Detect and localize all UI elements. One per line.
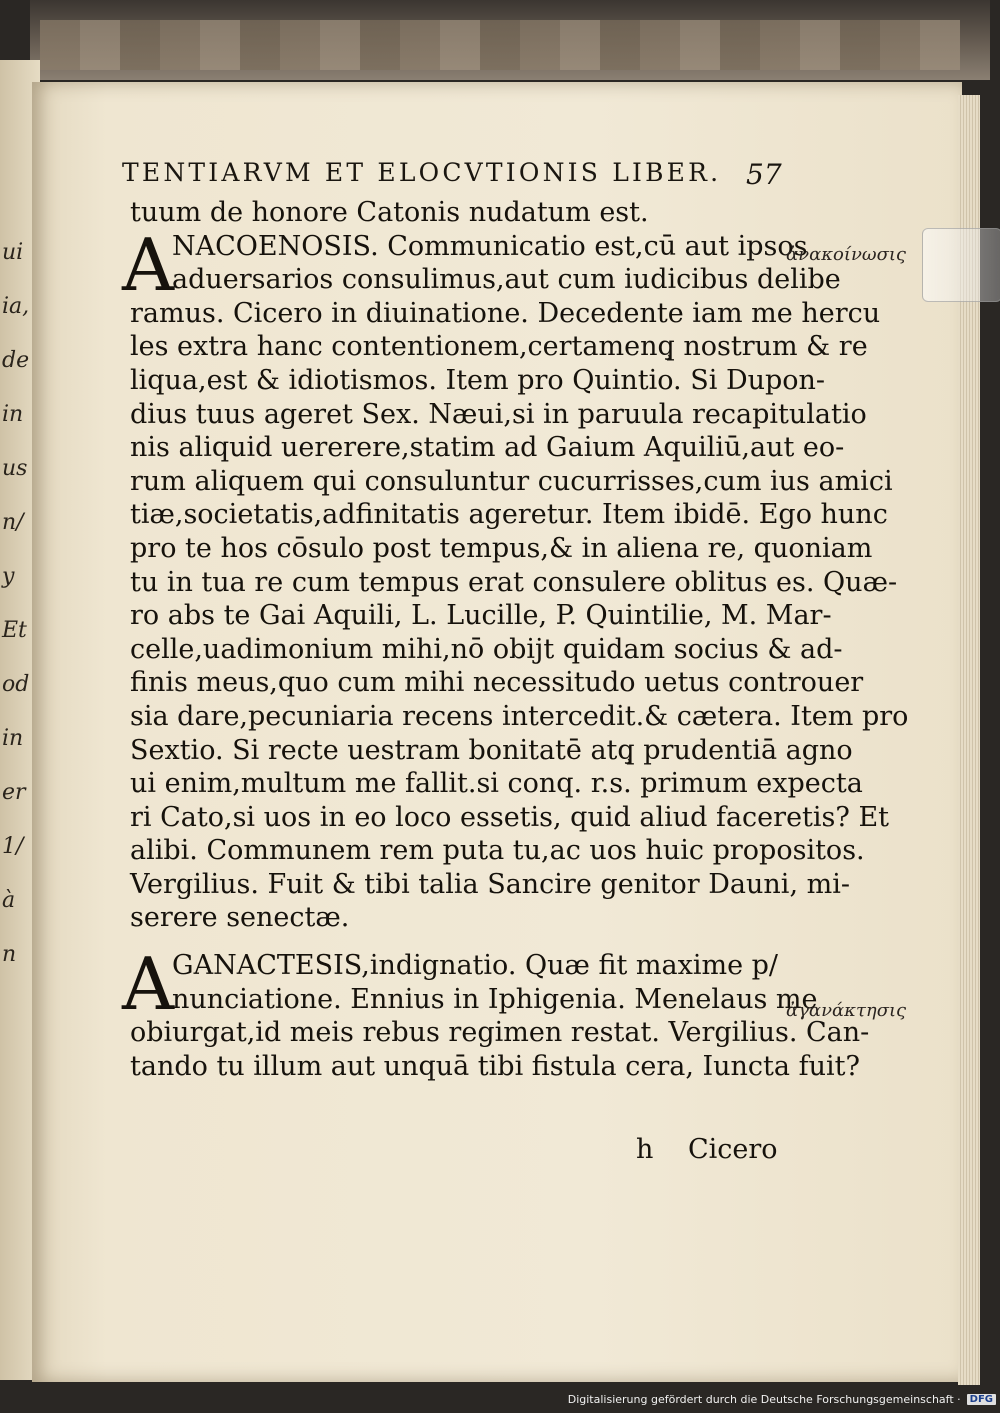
text-line: pro te hos cōsulo post tempus,& in aliena re, quoniam (130, 532, 873, 564)
text-line: finis meus,quo cum mihi necessitudo uetus controuer (130, 667, 864, 699)
text-line: NACOENOSIS. Communicatio est,cū aut ipsos (172, 230, 808, 262)
text-line: celle,uadimonium mihi,nō obijt quidam socius & ad- (130, 633, 843, 665)
left-page-fragment: us (2, 456, 28, 481)
left-page-fragment: od (2, 672, 30, 697)
text-line: ri Cato,si uos in eo loco essetis, quid aliud faceretis? Et (130, 801, 890, 833)
drop-cap: A (122, 222, 174, 307)
text-line: les extra hanc contentionem,certamenq̧ nostrum & re (130, 331, 868, 363)
running-title: TENTIARVM ET ELOCVTIONIS LIBER. (122, 158, 722, 187)
text-line: aduersarios consulimus,aut cum iudicibus delibe (172, 264, 841, 296)
text-line: nis aliquid uererere,statim ad Gaium Aquiliū,aut eo- (130, 432, 845, 464)
text-line: sia dare,pecuniaria recens intercedit.& cætera. Item pro (130, 700, 909, 732)
text-line: serere senectæ. (130, 902, 350, 934)
bookmark-clip (922, 228, 1000, 302)
left-page-fragment: y (2, 564, 15, 589)
text-line: ro abs te Gai Aquili, L. Lucille, P. Quintilie, M. Mar- (130, 600, 832, 632)
drop-cap: A (122, 942, 174, 1027)
dfg-logo: DFG (967, 1394, 996, 1405)
left-page-fragment: in (2, 726, 24, 751)
left-page-fragment: ia, (2, 294, 30, 319)
book-binding-strip (40, 20, 960, 70)
catchword: Cicero (688, 1134, 778, 1165)
text-line: Vergilius. Fuit & tibi talia Sancire genitor Dauni, mi- (130, 868, 850, 900)
text-line: Sextio. Si recte uestram bonitatē atq̧ prudentiā agno (130, 734, 853, 766)
digitization-credit (568, 1391, 996, 1407)
running-header (122, 158, 802, 191)
margin-note-greek-2: ἀγανάκτησις (786, 1000, 907, 1021)
margin-note-greek-1: ἀνακοίνωσις (786, 244, 906, 265)
folio-number: 57 (746, 158, 782, 191)
text-line: alibi. Communem rem puta tu,ac uos huic propositos. (130, 835, 865, 867)
footer-text: Digitalisierung gefördert durch die Deutsche Forschungsgemeinschaft · (567, 1392, 961, 1406)
text-line-first: tuum de honore Catonis nudatum est. (130, 197, 649, 228)
text-line: ramus. Cicero in diuinatione. Decedente iam me hercu (130, 297, 881, 329)
left-page-fragment: n/ (2, 510, 24, 535)
text-line: nunciatione. Ennius in Iphigenia. Menelaus me (172, 983, 818, 1015)
text-line: tu in tua re cum tempus erat consulere oblitus es. Quæ- (130, 566, 898, 598)
text-line: tando tu illum aut unquā tibi fistula cera, Iuncta fuit? (130, 1050, 860, 1082)
left-page-fragment: 1/ (2, 834, 24, 859)
text-line: ui enim,multum me fallit.si conq. r.s. primum expecta (130, 768, 863, 800)
left-page-fragment: er (2, 780, 26, 805)
text-line: rum aliquem qui consuluntur cucurrisses,cum ius amici (130, 465, 893, 497)
text-line: liqua,est & idiotismos. Item pro Quintio. Si Dupon- (130, 364, 826, 396)
text-line: dius tuus ageret Sex. Næui,si in paruula recapitulatio (130, 398, 867, 430)
left-page-fragment: in (2, 402, 24, 427)
text-line: tiæ,societatis,adfinitatis ageretur. Item ibidē. Ego hunc (130, 499, 888, 531)
text-line: GANACTESIS,indignatio. Quæ fit maxime p/ (172, 950, 779, 982)
left-page-fragment: à (2, 888, 16, 913)
left-page-fragment: n (2, 942, 17, 967)
left-page-fragment: ui (2, 240, 24, 265)
text-line: obiurgat,id meis rebus regimen restat. Vergilius. Can- (130, 1017, 870, 1049)
left-page-fragment: de (2, 348, 30, 373)
left-page-fragment: Et (2, 618, 27, 643)
signature-mark: h (636, 1134, 654, 1165)
